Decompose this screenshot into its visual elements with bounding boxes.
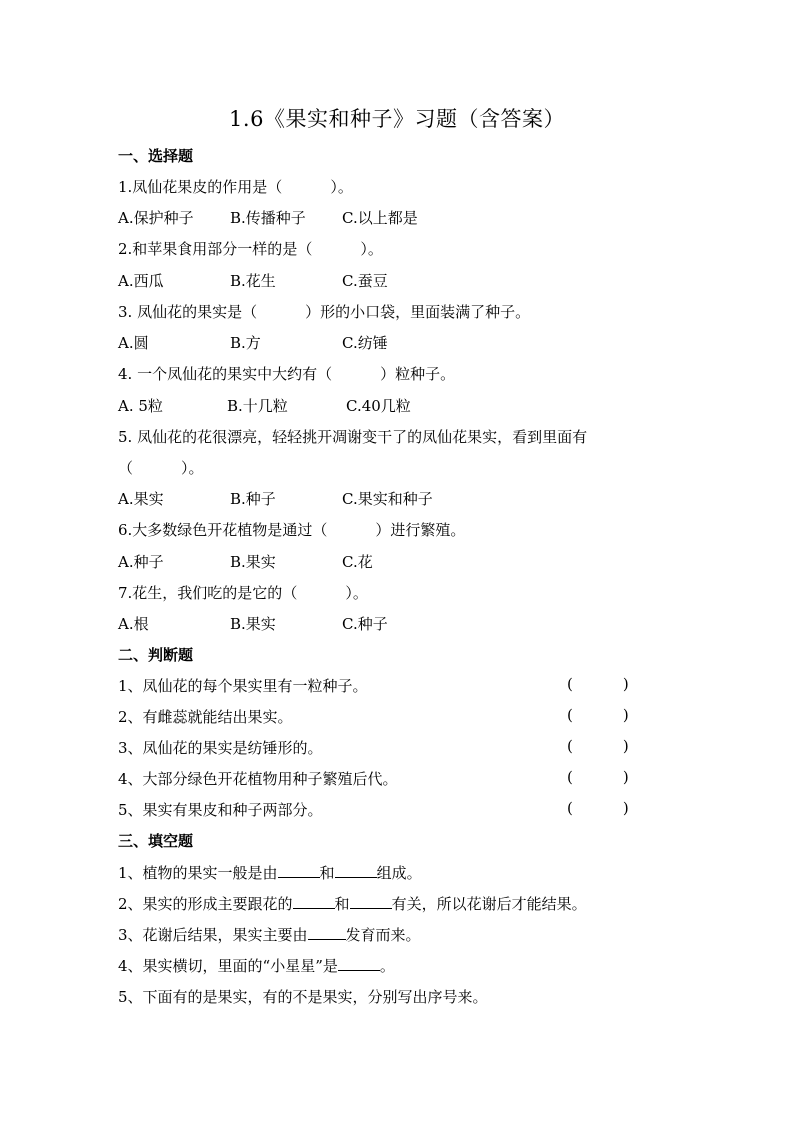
option-5a: A.果实 xyxy=(118,490,164,508)
option-5c: C.果实和种子 xyxy=(342,490,433,508)
fill-blank[interactable] xyxy=(335,863,377,878)
section-heading-fill: 三、填空题 xyxy=(118,832,194,850)
judge-answer-box-2[interactable]: ( ) xyxy=(567,706,629,724)
option-5b: B.种子 xyxy=(230,490,276,508)
judge-answer-box-5[interactable]: ( ) xyxy=(567,799,629,817)
option-7a: A.根 xyxy=(118,615,149,633)
option-1b: B.传播种子 xyxy=(230,209,306,227)
fill-item-3: 3、花谢后结果，果实主要由 发育而来。 xyxy=(118,926,421,944)
section-heading-judge: 二、判断题 xyxy=(118,646,194,664)
option-7c: C.种子 xyxy=(342,615,388,633)
option-2c: C.蚕豆 xyxy=(342,272,388,290)
fill-blank[interactable] xyxy=(350,894,392,909)
judge-item-5: 5、果实有果皮和种子两部分。 xyxy=(118,801,323,819)
fill-item-2: 2、果实的形成主要跟花的 和 有关，所以花谢后才能结果。 xyxy=(118,895,587,913)
question-7: 7.花生，我们吃的是它的（ ）。 xyxy=(118,584,368,602)
judge-item-1: 1、凤仙花的每个果实里有一粒种子。 xyxy=(118,677,368,695)
question-4: 4. 一个凤仙花的果实中大约有（ ）粒种子。 xyxy=(118,365,456,383)
fill-blank[interactable] xyxy=(293,894,335,909)
option-7b: B.果实 xyxy=(230,615,276,633)
page-title: 1.6《果实和种子》习题（含答案） xyxy=(229,107,565,131)
option-3b: B.方 xyxy=(230,334,261,352)
option-6c: C.花 xyxy=(342,553,373,571)
question-6: 6.大多数绿色开花植物是通过（ ）进行繁殖。 xyxy=(118,521,466,539)
fill-blank[interactable] xyxy=(338,956,380,971)
judge-item-2: 2、有雌蕊就能结出果实。 xyxy=(118,708,293,726)
fill-item-4: 4、果实横切，里面的“小星星”是 。 xyxy=(118,957,395,975)
question-1: 1.凤仙花果皮的作用是（ ）。 xyxy=(118,178,353,196)
option-2a: A.西瓜 xyxy=(118,272,164,290)
question-5: 5. 凤仙花的花很漂亮，轻轻挑开凋谢变干了的凤仙花果实，看到里面有 xyxy=(118,428,588,446)
option-1a: A.保护种子 xyxy=(118,209,194,227)
fill-blank[interactable] xyxy=(308,925,346,940)
section-heading-choice: 一、选择题 xyxy=(118,147,194,165)
fill-item-1: 1、植物的果实一般是由 和 组成。 xyxy=(118,864,422,882)
option-1c: C.以上都是 xyxy=(342,209,418,227)
question-5-line-2: （ ）。 xyxy=(118,459,204,477)
question-3: 3. 凤仙花的果实是（ ）形的小口袋，里面装满了种子。 xyxy=(118,303,531,321)
judge-answer-box-4[interactable]: ( ) xyxy=(567,768,629,786)
judge-answer-box-1[interactable]: ( ) xyxy=(567,675,629,693)
option-4b: B.十几粒 xyxy=(227,397,288,415)
question-2: 2.和苹果食用部分一样的是（ ）。 xyxy=(118,240,383,258)
option-2b: B.花生 xyxy=(230,272,276,290)
option-6a: A.种子 xyxy=(118,553,164,571)
judge-item-3: 3、凤仙花的果实是纺锤形的。 xyxy=(118,739,323,757)
option-6b: B.果实 xyxy=(230,553,276,571)
option-3c: C.纺锤 xyxy=(342,334,388,352)
fill-blank[interactable] xyxy=(278,863,320,878)
option-3a: A.圆 xyxy=(118,334,149,352)
option-4a: A. 5粒 xyxy=(118,397,163,415)
option-4c: C.40几粒 xyxy=(346,397,411,415)
fill-item-5: 5、下面有的是果实，有的不是果实，分别写出序号来。 xyxy=(118,988,488,1006)
judge-item-4: 4、大部分绿色开花植物用种子繁殖后代。 xyxy=(118,770,398,788)
judge-answer-box-3[interactable]: ( ) xyxy=(567,737,629,755)
